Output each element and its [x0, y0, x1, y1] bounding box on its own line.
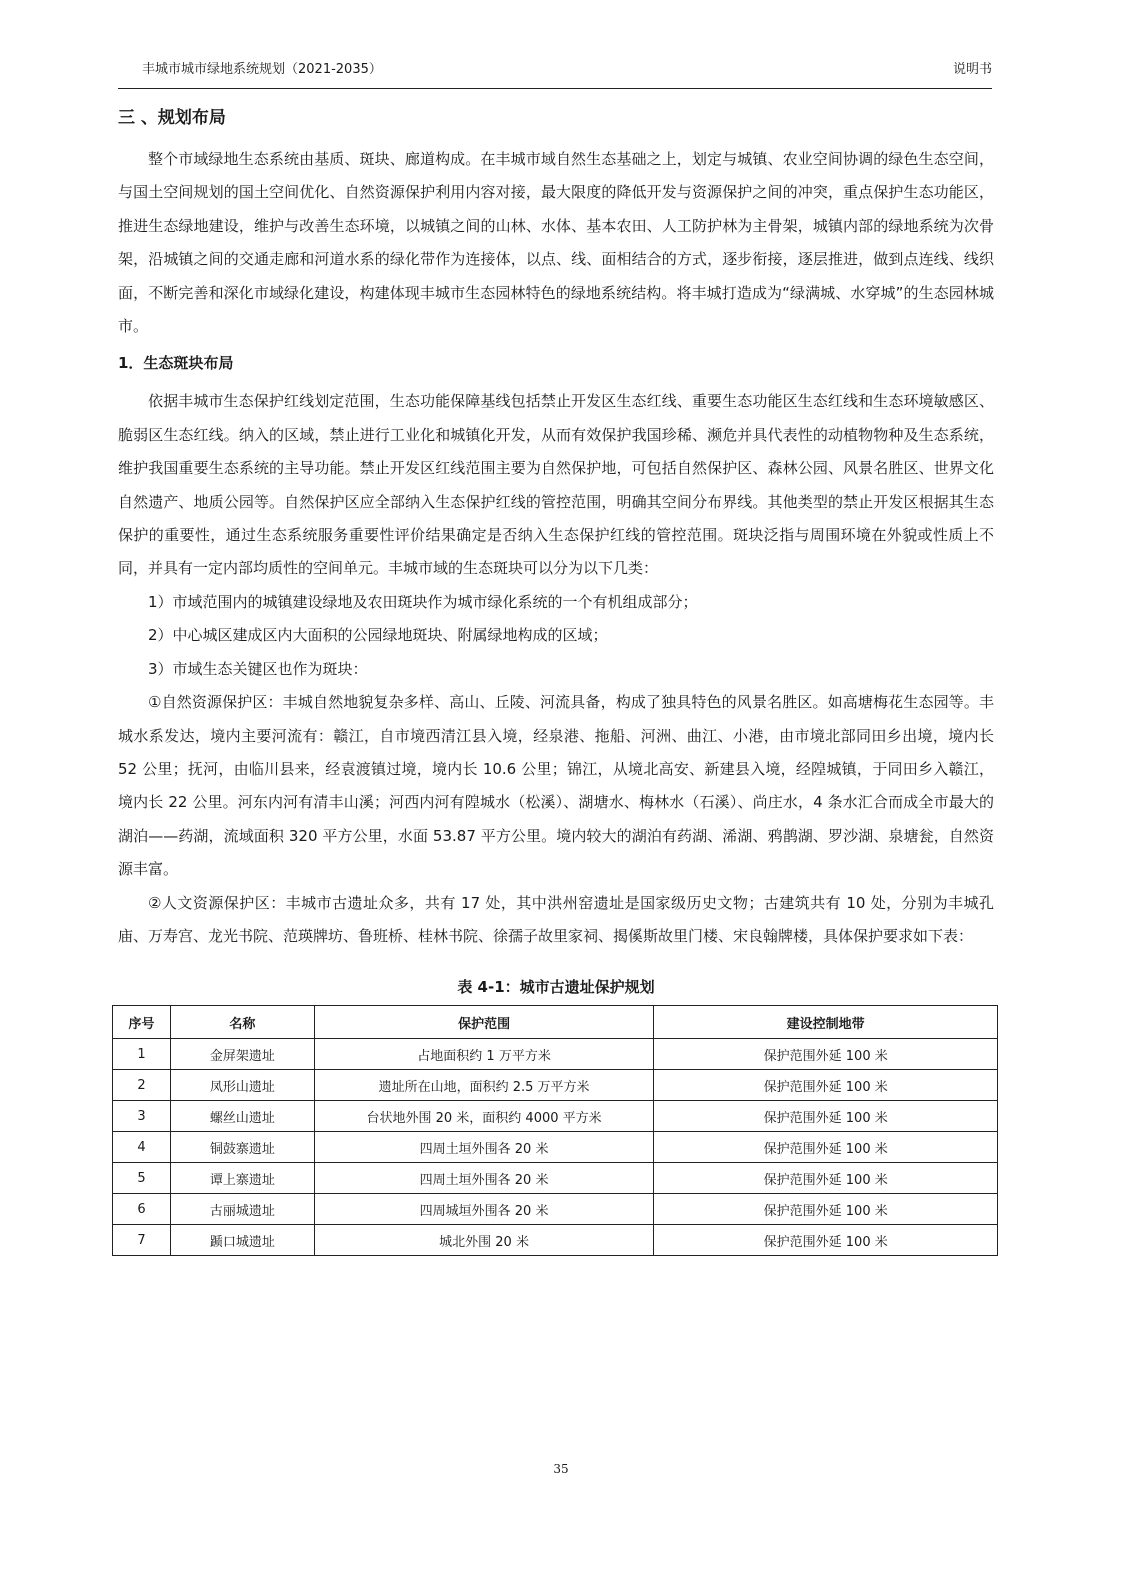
table-caption: 表 4-1：城市古遗址保护规划: [457, 978, 655, 997]
subsection-title: 1．生态斑块布局: [118, 354, 234, 373]
cell-control: 保护范围外延 100 米: [654, 1163, 998, 1194]
header-name: 名称: [170, 1006, 314, 1039]
heritage-table: [112, 1005, 998, 1256]
cell-index: 7: [113, 1225, 171, 1256]
cell-control: 保护范围外延 100 米: [654, 1194, 998, 1225]
table-row: [113, 1039, 998, 1070]
cell-control: 保护范围外延 100 米: [654, 1070, 998, 1101]
cell-index: 5: [113, 1163, 171, 1194]
table-row: [113, 1225, 998, 1256]
cell-scope: 台状地外围 20 米，面积约 4000 平方米: [314, 1101, 654, 1132]
table-row: [113, 1070, 998, 1101]
cultural-resource-paragraph: ②人文资源保护区：丰城市古遗址众多，共有 17 处，其中洪州窑遗址是国家级历史文物；古建筑共有 10 处，分别为丰城孔庙、万寿宫、龙光书院、范瑛牌坊、鲁班桥、桂林书院、徐孺子故里家祠、揭傒斯故里门楼、宋良翰牌楼，具体保护要求如下表：: [118, 893, 994, 945]
table-row: [113, 1132, 998, 1163]
cell-name: 谭上寨遗址: [170, 1163, 314, 1194]
cell-name: 古丽城遗址: [170, 1194, 314, 1225]
list-item: 3）市域生态关键区也作为斑块：: [148, 659, 368, 678]
cell-name: 螺丝山遗址: [170, 1101, 314, 1132]
cell-index: 2: [113, 1070, 171, 1101]
page-header: [118, 56, 992, 89]
cell-control: 保护范围外延 100 米: [654, 1039, 998, 1070]
cell-index: 1: [113, 1039, 171, 1070]
cell-name: 踬口城遗址: [170, 1225, 314, 1256]
table-row: [113, 1101, 998, 1132]
header-index: 序号: [113, 1006, 171, 1039]
table-row: [113, 1194, 998, 1225]
cell-name: 金屏架遗址: [170, 1039, 314, 1070]
patch-paragraph: 依据丰城市生态保护红线划定范围，生态功能保障基线包括禁止开发区生态红线、重要生态功能区生态红线和生态环境敏感区、脆弱区生态红线。纳入的区域，禁止进行工业化和城镇化开发，从而有效保护我国珍稀、濒危并具代表性的动植物物种及生态系统，维护我国重要生态系统的主导功能。禁止开发区红线范围主要为自然保护地，可包括自然保护区、森林公园、风景名胜区、世界文化自然遗产、地质公园等。自然保护区应全部纳入生态保护红线的管控范围，明确其空间分布界线。其他类型的禁止开发区根据其生态保护的重要性，通过生态系统服务重要性评价结果确定是否纳入生态保护红线的管控范围。斑块泛指与周围环境在外貌或性质上不同，并具有一定内部均质性的空间单元。丰城市域的生态斑块可以分为以下几类：: [118, 392, 994, 578]
cell-scope: 四周土垣外围各 20 米: [314, 1132, 654, 1163]
list-item: 2）中心城区建成区内大面积的公园绿地斑块、附属绿地构成的区域；: [148, 626, 608, 645]
table-header-row: [113, 1006, 998, 1039]
cell-scope: 遗址所在山地，面积约 2.5 万平方米: [314, 1070, 654, 1101]
document-type-label: 说明书: [952, 62, 992, 77]
table-row: [113, 1163, 998, 1194]
intro-paragraph: 整个市域绿地生态系统由基质、斑块、廊道构成。在丰城市域自然生态基础之上，划定与城镇、农业空间协调的绿色生态空间，与国土空间规划的国土空间优化、自然资源保护利用内容对接，最大限度的降低开发与资源保护之间的冲突，重点保护生态功能区，推进生态绿地建设，维护与改善生态环境，以城镇之间的山林、水体、基本农田、人工防护林为主骨架，城镇内部的绿地系统为次骨架，沿城镇之间的交通走廊和河道水系的绿化带作为连接体，以点、线、面相结合的方式，逐步衔接，逐层推进，做到点连线、线织面，不断完善和深化市域绿化建设，构建体现丰城市生态园林特色的绿地系统结构。将丰城打造成为“绿满城、水穿城”的生态园林城市。: [118, 150, 994, 336]
cell-index: 6: [113, 1194, 171, 1225]
cell-scope: 四周城垣外围各 20 米: [314, 1194, 654, 1225]
cell-index: 4: [113, 1132, 171, 1163]
header-control-zone: 建设控制地带: [654, 1006, 998, 1039]
cell-scope: 城北外围 20 米: [314, 1225, 654, 1256]
cell-control: 保护范围外延 100 米: [654, 1225, 998, 1256]
header-protection-scope: 保护范围: [314, 1006, 654, 1039]
cell-scope: 占地面积约 1 万平方米: [314, 1039, 654, 1070]
page-number: 35: [553, 1462, 569, 1476]
page-content: [118, 104, 994, 1256]
natural-resource-paragraph: ①自然资源保护区：丰城自然地貌复杂多样、高山、丘陵、河流具备，构成了独具特色的风景名胜区。如高塘梅花生态园等。丰城水系发达，境内主要河流有：赣江，自市境西清江县入境，经泉港、拖船、河洲、曲江、小港，由市境北部同田乡出境，境内长 52 公里；抚河，由临川县来，经袁渡镇过境，境内长 10.6 公里；锦江，从境北高安、新建县入境，经隍城镇，于同田乡入赣江，境内长 22 公里。河东内河有清丰山溪；河西内河有隍城水（松溪）、湖塘水、梅林水（石溪）、尚庄水，4 条水汇合而成全市最大的湖泊——药湖，流域面积 320 平方公里，水面 53.87 平方公里。境内较大的湖泊有药湖、浠湖、鸦鹊湖、罗沙湖、泉塘瓮，自然资源丰富。: [118, 693, 994, 879]
cell-index: 3: [113, 1101, 171, 1132]
cell-control: 保护范围外延 100 米: [654, 1132, 998, 1163]
cell-scope: 四周土垣外围各 20 米: [314, 1163, 654, 1194]
cell-name: 铜鼓寨遗址: [170, 1132, 314, 1163]
list-item: 1）市域范围内的城镇建设绿地及农田斑块作为城市绿化系统的一个有机组成部分；: [148, 592, 698, 611]
section-title: 三 、规划布局: [118, 108, 226, 128]
cell-name: 凤形山遗址: [170, 1070, 314, 1101]
cell-control: 保护范围外延 100 米: [654, 1101, 998, 1132]
document-title: 丰城市城市绿地系统规划（2021-2035）: [142, 62, 382, 77]
